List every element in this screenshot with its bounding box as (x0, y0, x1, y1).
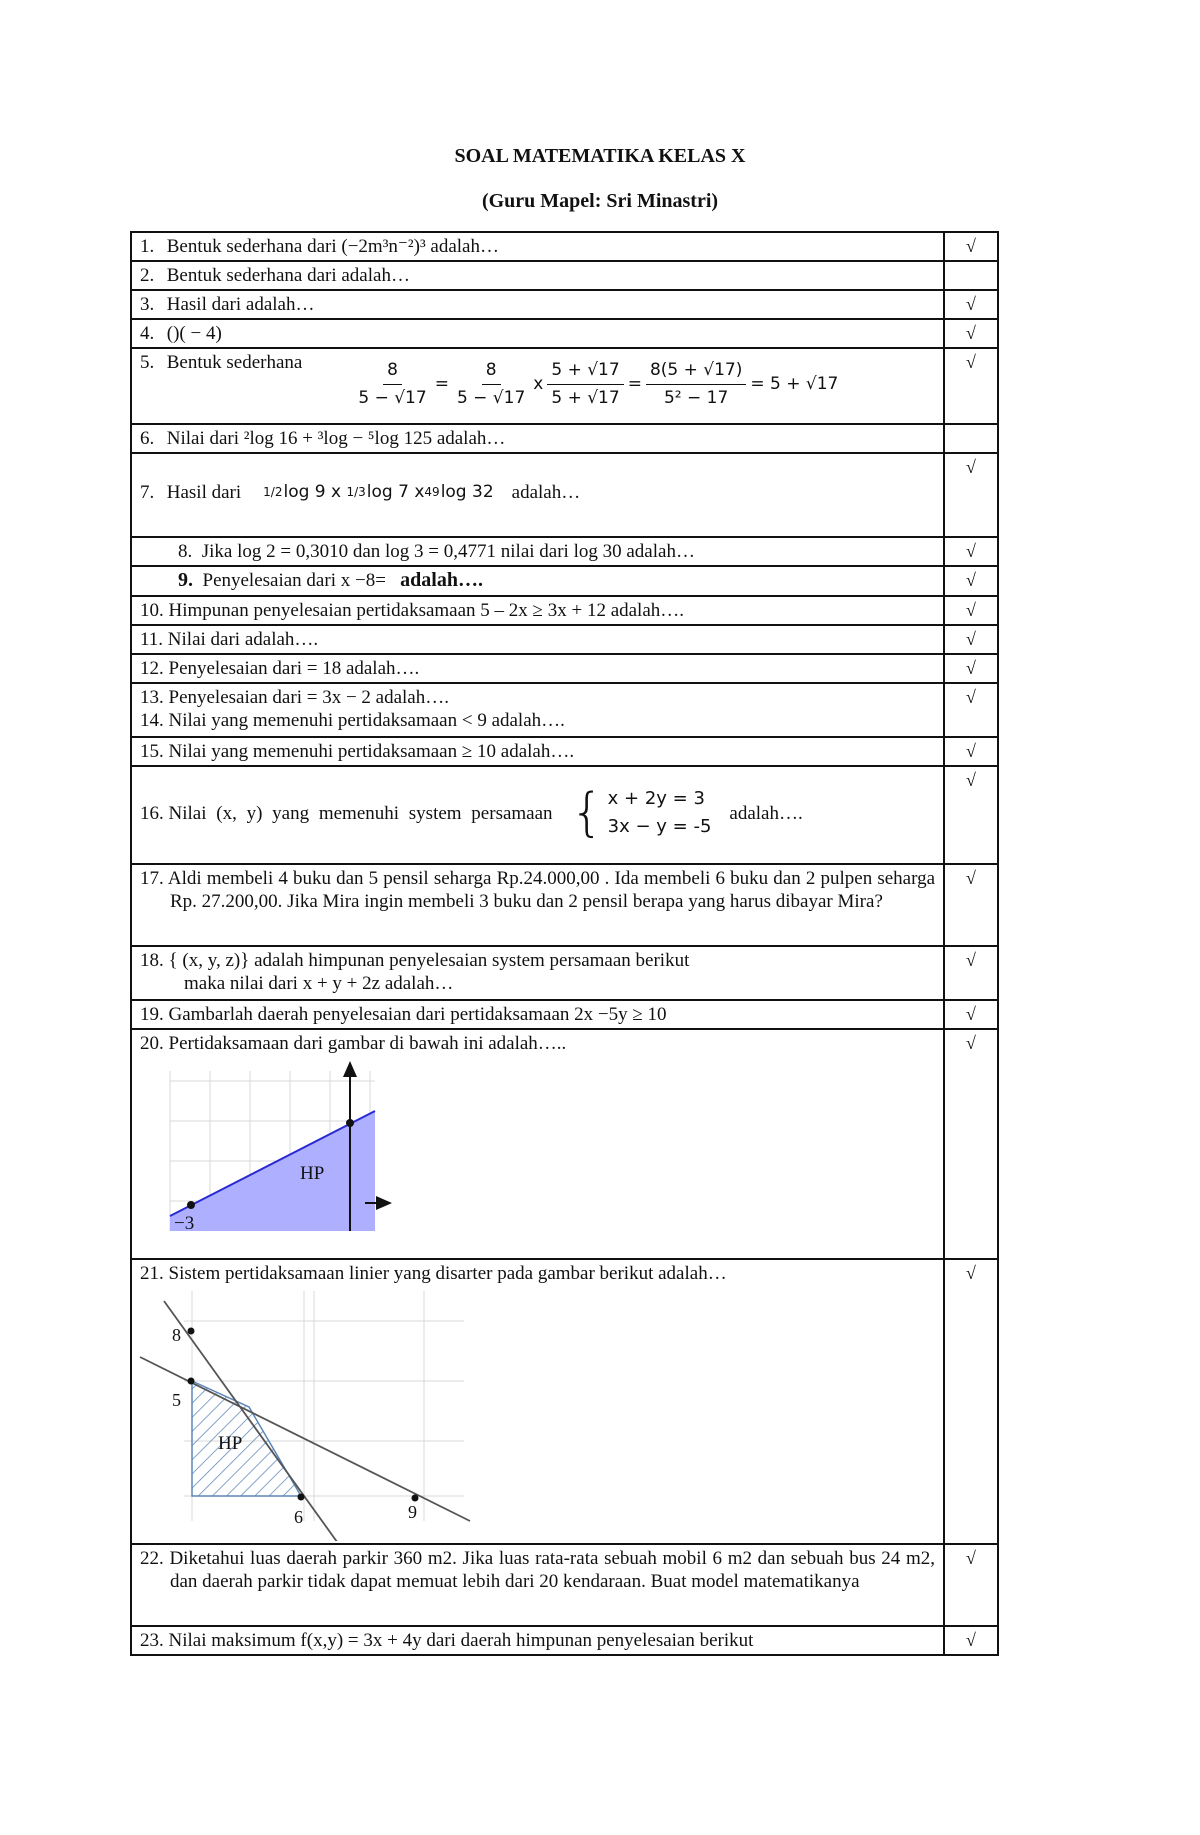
tick-label: 5 (172, 1390, 181, 1410)
table-row (131, 596, 998, 625)
question-number: 10. (140, 600, 164, 621)
table-row (131, 1626, 998, 1655)
log-base: 1/2 (263, 484, 283, 499)
table-row (131, 946, 998, 1000)
question-number: 1. (140, 236, 155, 257)
question-text: Gambarlah daerah penyelesaian dari pertidaksamaan 2x −5y ≥ 10 (168, 1004, 667, 1025)
question-text: Nilai (x, y) yang memenuhi system persamaan (168, 802, 553, 824)
table-row (131, 683, 998, 737)
question-number: 12. (140, 658, 164, 679)
x-axis-arrow-icon (376, 1196, 392, 1210)
question-cell (131, 424, 944, 453)
table-row (131, 566, 998, 596)
table-row (131, 537, 998, 566)
inequality-graph-21 (134, 1291, 474, 1541)
question-number: 9. (178, 569, 193, 591)
table-row (131, 290, 998, 319)
question-text-tail: adalah… (511, 481, 581, 503)
check-cell-empty (944, 424, 998, 453)
question-text: { (x, y, z)} adalah himpunan penyelesaian system persamaan berikut (168, 950, 690, 971)
table-row (131, 232, 998, 261)
check-mark: √ (944, 1259, 998, 1544)
intercept-point (412, 1495, 419, 1502)
table-row (131, 1544, 998, 1626)
question-number: 16. (140, 802, 164, 824)
question-table (130, 231, 999, 1656)
check-mark: √ (944, 537, 998, 566)
check-mark: √ (944, 946, 998, 1000)
question-cell (131, 453, 944, 537)
question-number: 23. (140, 1630, 164, 1651)
question-number: 20. (140, 1033, 164, 1054)
check-mark: √ (944, 232, 998, 261)
times-sign: x (533, 374, 544, 394)
question-text: Nilai yang memenuhi pertidaksamaan < 9 adalah…. (168, 710, 565, 731)
region-label: HP (218, 1433, 243, 1454)
equals-sign: = (627, 374, 642, 394)
fraction-2: $\frac{5 + √17}{5 + √17}$ (547, 359, 623, 410)
tick-label: −3 (174, 1213, 195, 1234)
question-text: Bentuk sederhana dari (−2m³n⁻²)³ adalah… (166, 236, 499, 257)
times-sign: x (331, 481, 342, 502)
question-cell (131, 348, 944, 424)
intercept-point (188, 1328, 195, 1335)
log-expression (263, 481, 493, 504)
intercept-point (298, 1494, 305, 1501)
check-mark: √ (944, 683, 998, 737)
check-mark: √ (944, 766, 998, 864)
region-label: HP (300, 1163, 325, 1184)
question-text: Penyelesaian dari x −8= (202, 570, 386, 591)
question-text: Nilai yang memenuhi pertidaksamaan ≥ 10 adalah…. (168, 741, 575, 762)
y-axis-arrow-icon (343, 1061, 357, 1077)
question-text: Nilai dari ²log 16 + ³log − ⁵log 125 adalah… (166, 428, 506, 449)
question-text: Bentuk sederhana (166, 352, 303, 373)
question-cell (131, 566, 944, 596)
check-mark: √ (944, 566, 998, 596)
question-number: 6. (140, 428, 155, 449)
table-row (131, 424, 998, 453)
equation-system (571, 785, 712, 841)
intercept-point (187, 1201, 195, 1209)
question-cell (131, 737, 944, 766)
question-cell (131, 1259, 944, 1544)
question-cell (131, 290, 944, 319)
equation-result: = 5 + √17 (750, 374, 839, 394)
question-text: Nilai maksimum f(x,y) = 3x + 4y dari daerah himpunan penyelesaian berikut (168, 1630, 754, 1651)
question-text: 22. Diketahui luas daerah parkir 360 m2. Jika luas rata-rata sebuah mobil 6 m2 dan sebuah bus 24 m2, dan daerah parkir tidak dapat memuat lebih dari 20 kendaraan. Buat model matematikanya (140, 1548, 936, 1592)
question-cell (131, 261, 944, 290)
equation-1: x + 2y = 3 (607, 788, 705, 809)
log-term: log 9 (283, 481, 326, 502)
question-cell (131, 683, 944, 737)
tick-label: 8 (172, 1325, 181, 1345)
question-number: 13. (140, 687, 164, 708)
table-row (131, 1000, 998, 1029)
question-number: 15. (140, 741, 164, 762)
log-base: 1/3 (346, 484, 366, 499)
question-text: Penyelesaian dari = 3x − 2 adalah…. (168, 687, 449, 708)
question-text: Penyelesaian dari = 18 adalah…. (168, 658, 420, 679)
intercept-point (188, 1378, 195, 1385)
check-mark: √ (944, 625, 998, 654)
brace-icon: { (570, 783, 604, 843)
question-text: 17. Aldi membeli 4 buku dan 5 pensil seharga Rp.24.000,00 . Ida membeli 6 buku dan 2 pulpen seharga Rp. 27.200,00. Jika Mira ingin membeli 3 buku dan 2 pensil berapa yang harus dibayar Mira? (140, 868, 936, 912)
question-cell (131, 232, 944, 261)
check-mark: √ (944, 1544, 998, 1626)
question-cell (131, 864, 944, 946)
question-text: Nilai dari adalah…. (167, 629, 319, 650)
table-row (131, 1259, 998, 1544)
question-number: 3. (140, 294, 155, 315)
question-cell (131, 946, 944, 1000)
log-base: 49 (424, 484, 440, 499)
question-cell (131, 1029, 944, 1259)
question-number: 7. (140, 481, 155, 503)
question-text: Bentuk sederhana dari adalah… (166, 265, 410, 286)
question-text: Sistem pertidaksamaan linier yang disarter pada gambar berikut adalah… (168, 1263, 727, 1284)
equation-2: 3x − y = -5 (607, 816, 712, 837)
check-mark: √ (944, 319, 998, 348)
question-cell (131, 537, 944, 566)
question-number: 18. (140, 950, 164, 971)
question-cell (131, 596, 944, 625)
question-text-line2: maka nilai dari x + y + 2z adalah… (184, 973, 454, 994)
table-row (131, 737, 998, 766)
check-mark: √ (944, 737, 998, 766)
question-cell (131, 654, 944, 683)
page-title: SOAL MATEMATIKA KELAS X (454, 145, 746, 167)
check-mark: √ (944, 453, 998, 537)
question-text: Hasil dari adalah… (166, 294, 315, 315)
table-row (131, 864, 998, 946)
question-cell (131, 1000, 944, 1029)
question-number: 11. (140, 629, 164, 650)
check-mark: √ (944, 348, 998, 424)
table-row (131, 261, 998, 290)
question-text-tail: adalah…. (729, 802, 803, 824)
fraction-lhs: $\frac{8}{5 - √17}$ (358, 360, 427, 408)
shaded-region (192, 1381, 301, 1496)
check-cell-empty (944, 261, 998, 290)
check-mark: √ (944, 1626, 998, 1655)
table-row (131, 319, 998, 348)
question-cell (131, 1544, 944, 1626)
check-mark: √ (944, 864, 998, 946)
question-number: 19. (140, 1004, 164, 1025)
question-text: Jika log 2 = 0,3010 dan log 3 = 0,4771 nilai dari log 30 adalah… (201, 541, 695, 562)
question-number: 5. (140, 352, 155, 373)
question-number: 4. (140, 323, 155, 344)
table-row (131, 766, 998, 864)
tick-label: 6 (294, 1507, 303, 1527)
check-mark: √ (944, 654, 998, 683)
log-term: log 32 (440, 481, 494, 502)
question-number: 8. (178, 541, 193, 562)
table-row (131, 1029, 998, 1259)
check-mark: √ (944, 1029, 998, 1259)
inequality-graph-20 (140, 1061, 400, 1236)
equals-sign: = (434, 374, 449, 394)
question-number: 14. (140, 710, 164, 731)
question-text: ()( − 4) (166, 323, 222, 344)
intercept-point (346, 1119, 354, 1127)
question-cell (131, 1626, 944, 1655)
question-text: Himpunan penyelesaian pertidaksamaan 5 – 2x ≥ 3x + 12 adalah…. (168, 600, 685, 621)
fraction-1: $\frac{8}{5 - √17}$ (456, 360, 526, 408)
question-text: Pertidaksamaan dari gambar di bawah ini adalah….. (168, 1033, 567, 1054)
times-sign: x (414, 481, 425, 502)
check-mark: √ (944, 290, 998, 319)
log-term: log 7 (366, 481, 409, 502)
check-mark: √ (944, 596, 998, 625)
question-number: 21. (140, 1263, 164, 1284)
page-subtitle: (Guru Mapel: Sri Minastri) (481, 190, 719, 212)
check-mark: √ (944, 1000, 998, 1029)
rationalization-equation (350, 359, 838, 410)
table-row (131, 348, 998, 424)
shaded-region (170, 1111, 375, 1231)
fraction-3: $\frac{8(5 + √17)}{\text{5² − 17}}$ (646, 359, 746, 410)
question-cell (131, 625, 944, 654)
question-text-tail: adalah…. (400, 569, 483, 591)
question-number: 2. (140, 265, 155, 286)
tick-label: 9 (408, 1502, 417, 1522)
question-text: Hasil dari (166, 481, 242, 503)
question-cell (131, 319, 944, 348)
question-cell (131, 766, 944, 864)
table-row (131, 453, 998, 537)
table-row (131, 654, 998, 683)
table-row (131, 625, 998, 654)
